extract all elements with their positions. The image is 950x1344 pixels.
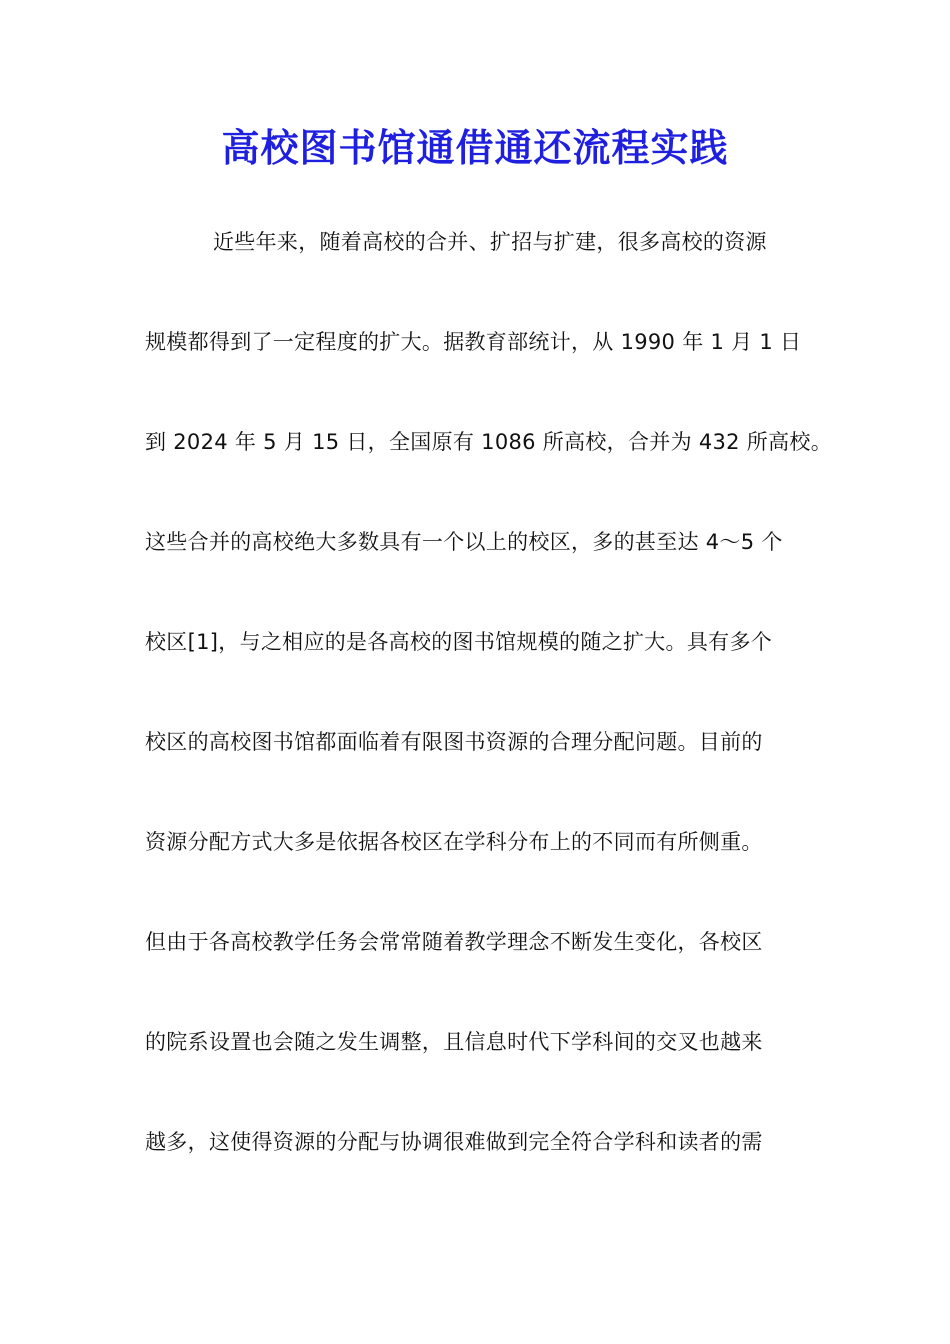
paragraph-line: 到 2024 年 5 月 15 日，全国原有 1086 所高校，合并为 432 所高校。 xyxy=(145,430,833,454)
document-body xyxy=(145,220,833,1220)
paragraph-line: 的院系设置也会随之发生调整，且信息时代下学科间的交叉也越来 xyxy=(145,1030,763,1054)
paragraph-line: 规模都得到了一定程度的扩大。据教育部统计，从 1990 年 1 月 1 日 xyxy=(145,330,802,354)
paragraph-line: 越多，这使得资源的分配与协调很难做到完全符合学科和读者的需 xyxy=(145,1130,763,1154)
paragraph-line: 近些年来，随着高校的合并、扩招与扩建，很多高校的资源 xyxy=(213,230,767,254)
paragraph-line: 校区[1]，与之相应的是各高校的图书馆规模的随之扩大。具有多个 xyxy=(145,630,773,654)
document-title: 高校图书馆通借通还流程实践 xyxy=(221,125,729,170)
paragraph-line: 这些合并的高校绝大多数具有一个以上的校区，多的甚至达 4～5 个 xyxy=(145,530,783,554)
paragraph-line: 资源分配方式大多是依据各校区在学科分布上的不同而有所侧重。 xyxy=(145,830,763,854)
paragraph-line: 但由于各高校教学任务会常常随着教学理念不断发生变化，各校区 xyxy=(145,930,763,954)
paragraph-line: 校区的高校图书馆都面临着有限图书资源的合理分配问题。目前的 xyxy=(145,730,763,754)
